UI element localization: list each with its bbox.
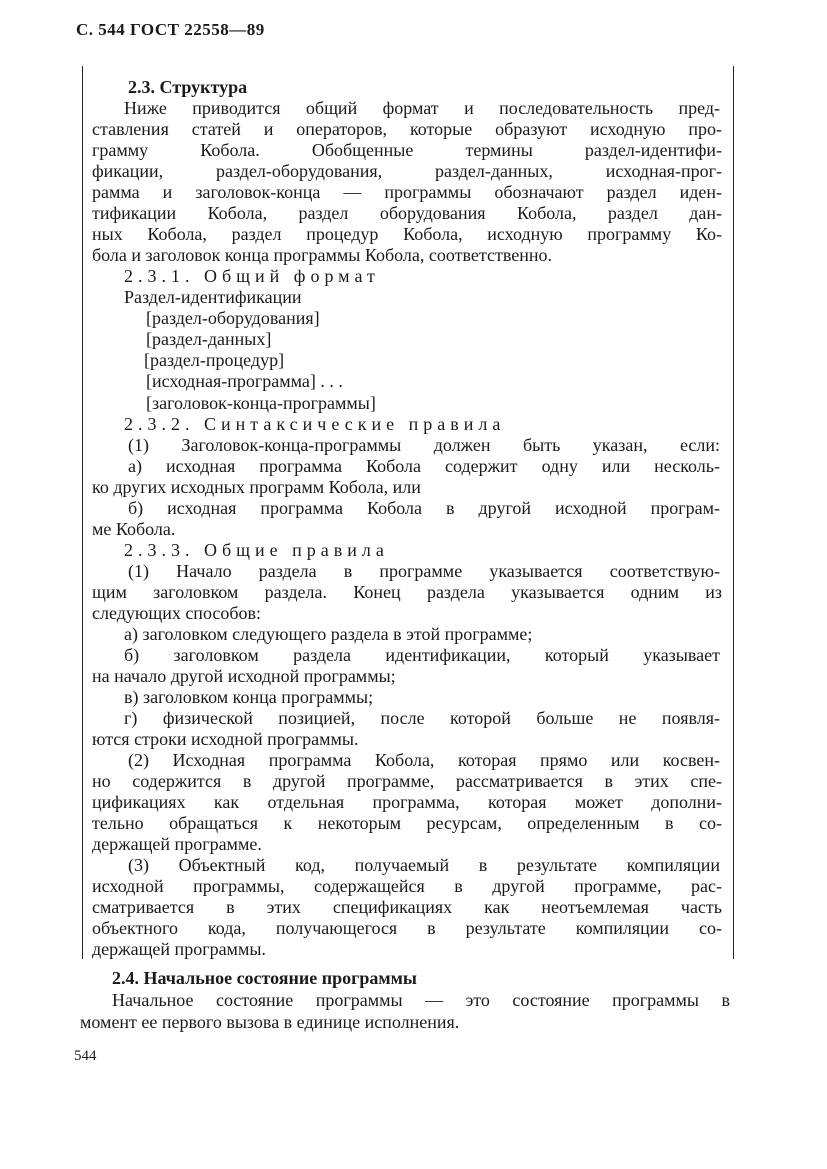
- paragraph-line: держащей программы.: [92, 939, 266, 959]
- paragraph-line: тельно обращаться к некоторым ресурсам, определенным в со-: [92, 813, 722, 833]
- paragraph-line: тификации Кобола, раздел оборудования Кобола, раздел дан-: [92, 203, 722, 223]
- paragraph-line: рамма и заголовок-конца — программы обозначают раздел иден-: [92, 182, 722, 202]
- section-heading-2-3: 2.3. Структура: [128, 77, 248, 97]
- paragraph-line: в) заголовком конца программы;: [124, 687, 374, 707]
- subsection-heading-2-3-3: 2.3.3. Общие правила: [124, 540, 389, 560]
- subsection-heading-2-3-2: 2.3.2. Синтаксические правила: [124, 414, 506, 434]
- format-line: [раздел-данных]: [146, 329, 272, 349]
- paragraph-line: щим заголовком раздела. Конец раздела указывается одним из: [92, 582, 722, 602]
- format-line: [раздел-процедур]: [144, 350, 285, 370]
- paragraph-line: цификациях как отдельная программа, которая может дополни-: [92, 792, 722, 812]
- paragraph-line: Начальное состояние программы — это состояние программы в: [112, 990, 730, 1010]
- paragraph-line: ко других исходных программ Кобола, или: [92, 477, 421, 497]
- paragraph-line: (1) Начало раздела в программе указывается соответствую-: [128, 561, 720, 581]
- paragraph-line: держащей программе.: [92, 834, 262, 854]
- paragraph-line: фикации, раздел-оборудования, раздел-данных, исходная-прог-: [92, 161, 722, 181]
- paragraph-line: но содержится в другой программе, рассматривается в этих спе-: [92, 771, 722, 791]
- paragraph-line: ных Кобола, раздел процедур Кобола, исходную программу Ко-: [92, 224, 722, 244]
- paragraph-line: бола и заголовок конца программы Кобола, соответственно.: [92, 245, 552, 265]
- paragraph-line: (3) Объектный код, получаемый в результате компиляции: [128, 855, 720, 875]
- paragraph-line: момент ее первого вызова в единице исполнения.: [80, 1012, 460, 1032]
- format-line: [раздел-оборудования]: [146, 308, 320, 328]
- page-number: 544: [74, 1048, 97, 1064]
- paragraph-line: ставления статей и операторов, которые образуют исходную про-: [92, 119, 722, 139]
- paragraph-line: грамму Кобола. Обобщенные термины раздел-идентифи-: [92, 140, 722, 160]
- format-line: [исходная-программа] . . .: [146, 371, 343, 391]
- paragraph-line: на начало другой исходной программы;: [92, 666, 396, 686]
- paragraph-line: Ниже приводится общий формат и последовательность пред-: [124, 98, 720, 118]
- paragraph-line: сматривается в этих спецификациях как неотъемлемая часть: [92, 897, 722, 917]
- paragraph-line: ме Кобола.: [92, 519, 176, 539]
- subsection-heading-2-3-1: 2.3.1. Общий формат: [124, 266, 380, 286]
- paragraph-line: б) исходная программа Кобола в другой исходной програм-: [128, 498, 720, 518]
- paragraph-line: а) заголовком следующего раздела в этой программе;: [124, 624, 533, 644]
- section-heading-2-4: 2.4. Начальное состояние программы: [112, 968, 417, 988]
- paragraph-line: следующих способов:: [92, 603, 262, 623]
- paragraph-line: исходной программы, содержащейся в другой программе, рас-: [92, 876, 722, 896]
- paragraph-line: а) исходная программа Кобола содержит одну или несколь-: [128, 456, 720, 476]
- paragraph-line: объектного кода, получающегося в результате компиляции со-: [92, 918, 722, 938]
- paragraph-line: (1) Заголовок-конца-программы должен быть указан, если:: [128, 435, 720, 455]
- paragraph-line: г) физической позицией, после которой больше не появля-: [124, 708, 720, 728]
- page-header: С. 544 ГОСТ 22558—89: [76, 20, 265, 39]
- format-line: Раздел-идентификации: [124, 287, 302, 307]
- paragraph-line: б) заголовком раздела идентификации, который указывает: [124, 645, 720, 665]
- format-line: [заголовок-конца-программы]: [146, 393, 376, 413]
- paragraph-line: ются строки исходной программы.: [92, 729, 359, 749]
- paragraph-line: (2) Исходная программа Кобола, которая прямо или косвен-: [128, 750, 720, 770]
